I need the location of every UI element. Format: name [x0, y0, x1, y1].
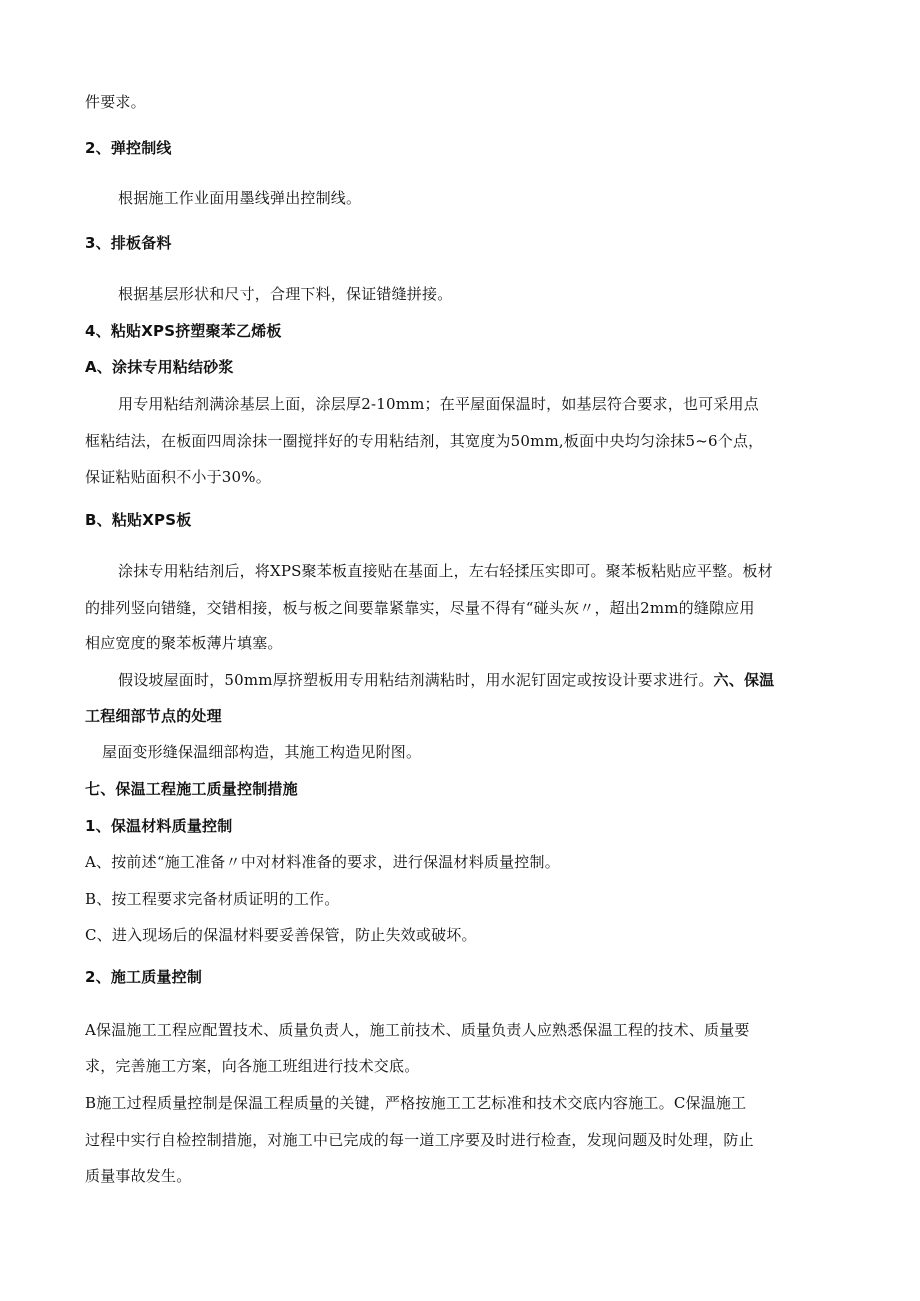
- paragraph-line: 相应宽度的聚苯板薄片填塞。: [85, 634, 283, 652]
- paragraph-line: 根据施工作业面用墨线弹出控制线。: [118, 189, 362, 207]
- paragraph-line: 件要求。: [85, 93, 146, 111]
- paragraph-line: 过程中实行自检控制措施，对施工中已完成的每一道工序要及时进行检查，发现问题及时处理，防止: [85, 1131, 754, 1149]
- paragraph-text: 假设坡屋面时，50mm厚挤塑板用专用粘结剂满粘时，用水泥钉固定或按设计要求进行。: [118, 671, 714, 689]
- paragraph-line: 求，完善施工方案，向各施工班组进行技术交底。: [85, 1057, 420, 1075]
- paragraph-line: 屋面变形缝保温细部构造，其施工构造见附图。: [102, 743, 422, 761]
- section-heading-inline: 六、保温: [713, 671, 775, 689]
- subsection-heading: B、粘贴XPS板: [85, 511, 192, 529]
- paragraph-line: 的排列竖向错缝，交错相接，板与板之间要靠紧靠实，尽量不得有“碰头灰〃，超出2mm的缝隙应用: [85, 599, 755, 617]
- paragraph-line: C、进入现场后的保温材料要妥善保管，防止失效或破坏。: [85, 926, 477, 944]
- subsection-heading: 1、保温材料质量控制: [85, 817, 233, 835]
- paragraph-line: B、按工程要求完备材质证明的工作。: [85, 890, 340, 908]
- section-heading: 3、排板备料: [85, 234, 172, 252]
- paragraph-line: 用专用粘结剂满涂基层上面，涂层厚2-10mm；在平屋面保温时，如基层符合要求，也可采用点: [118, 395, 759, 413]
- paragraph-line: A、按前述“施工准备〃中对材料准备的要求，进行保温材料质量控制。: [85, 853, 560, 871]
- section-heading: 工程细部节点的处理: [85, 707, 222, 725]
- paragraph-line: 涂抹专用粘结剂后，将XPS聚苯板直接贴在基面上，左右轻揉压实即可。聚苯板粘贴应平整。板材: [118, 562, 773, 580]
- paragraph-line: [118, 670, 774, 690]
- paragraph-line: A保温施工工程应配置技术、质量负责人，施工前技术、质量负责人应熟悉保温工程的技术、质量要: [85, 1021, 750, 1039]
- paragraph-line: B施工过程质量控制是保温工程质量的关键，严格按施工工艺标准和技术交底内容施工。C保温施工: [85, 1094, 747, 1112]
- paragraph-line: 保证粘贴面积不小于30%。: [85, 468, 271, 486]
- section-heading: 七、保温工程施工质量控制措施: [85, 780, 298, 798]
- subsection-heading: A、涂抹专用粘结砂浆: [85, 358, 234, 376]
- section-heading: 2、弹控制线: [85, 139, 172, 157]
- section-heading: 4、粘贴XPS挤塑聚苯乙烯板: [85, 322, 282, 340]
- paragraph-line: 框粘结法，在板面四周涂抹一圈搅拌好的专用粘结剂，其宽度为50mm,板面中央均匀涂抹5~6个点，: [85, 432, 764, 450]
- paragraph-line: 根据基层形状和尺寸，合理下料，保证错缝拼接。: [118, 285, 453, 303]
- subsection-heading: 2、施工质量控制: [85, 968, 203, 986]
- paragraph-line: 质量事故发生。: [85, 1167, 192, 1185]
